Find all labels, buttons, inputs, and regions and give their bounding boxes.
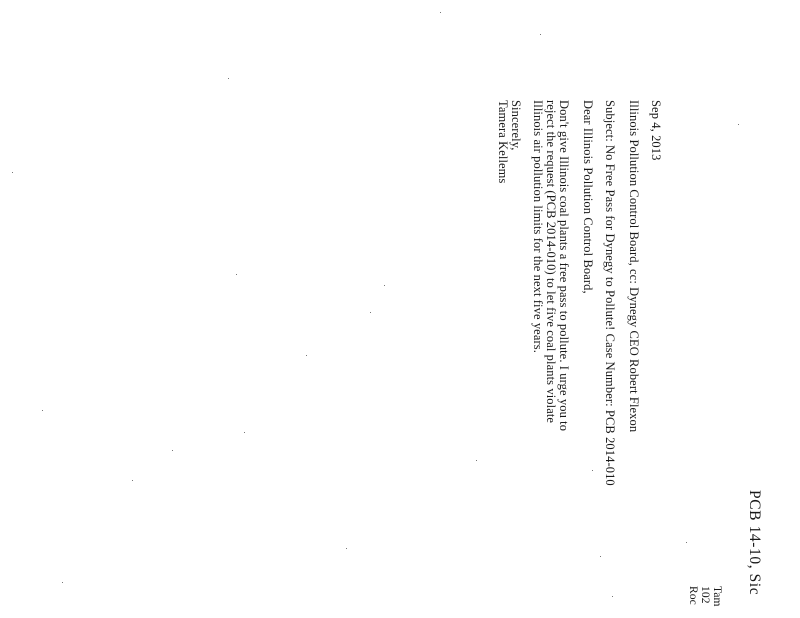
scan-speck [440,12,441,13]
scan-speck [172,450,173,451]
scan-speck [540,34,541,35]
body-line-1: Don't give Illinois coal plants a free pass to pollute. I urge you to [557,100,571,432]
case-header: PCB 14-10, Sic [746,490,763,596]
scan-speck [244,432,245,433]
scan-speck [132,480,133,481]
scan-speck [600,556,601,557]
salutation: Dear Illinois Pollution Control Board, [581,100,595,294]
scan-speck [236,274,237,275]
scan-speck [228,78,229,79]
body-line-3: Illinois air pollution limits for the next five years. [531,100,545,353]
scan-speck [384,285,385,286]
signature-name: Tamera Kellems [496,100,510,184]
closing: Sincerely, [509,100,523,151]
scan-speck [62,582,63,583]
scan-speck [686,542,687,543]
sender-address-line-3: Roc [687,586,699,605]
sender-address-line-1: Tam [711,586,723,607]
scan-speck [476,460,477,461]
scan-speck [612,596,613,597]
body-line-2: reject the request (PCB 2014-010) to let five coal plants violate [544,100,558,424]
scan-speck [12,172,13,173]
scan-speck [346,548,347,549]
scan-speck [592,470,593,471]
sender-address-line-2: 102 [699,586,711,604]
scan-speck [306,355,307,356]
scan-speck [738,124,739,125]
recipient-line: Illinois Pollution Control Board, cc: Dynegy CEO Robert Flexon [627,100,641,433]
scan-speck [42,410,43,411]
scan-speck [370,312,371,313]
subject-line: Subject: No Free Pass for Dynegy to Pollute! Case Number: PCB 2014-010 [603,100,617,486]
letter-date: Sep 4, 2013 [649,100,663,161]
